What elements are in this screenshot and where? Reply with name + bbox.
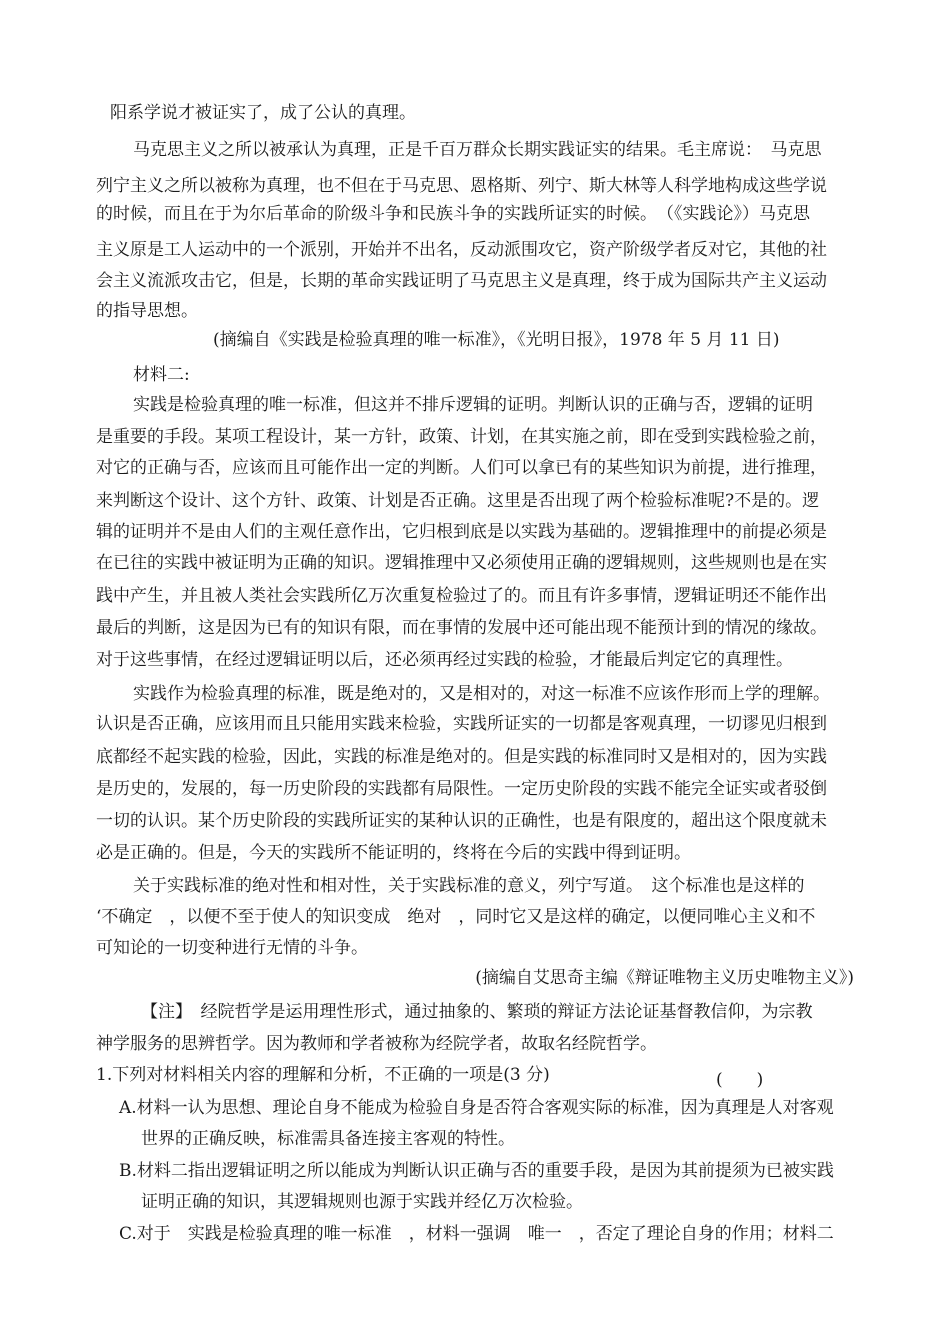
text-line: 是重要的手段。某项工程设计，某一方针，政策、计划，在其实施之前，即在受到实践检验之前， — [96, 427, 827, 447]
text-line: 最后的判断，这是因为已有的知识有限，而在事情的发展中还可能出现不能预计到的情况的缘故。 — [96, 618, 827, 638]
section-heading: 材料二: — [133, 365, 190, 385]
text-line: 实践是检验真理的唯一标准，但这并不排斥逻辑的证明。判断认识的正确与否，逻辑的证明 — [133, 395, 813, 415]
text-line: 认识是否正确，应该用而且只能用实践来检验，实践所证实的一切都是客观真理，一切谬见归根到 — [96, 714, 827, 734]
answer-bracket: ( ) — [716, 1070, 764, 1090]
text-line: 阳系学说才被证实了，成了公认的真理。 — [110, 103, 416, 123]
citation: (摘编自艾思奇主编《辩证唯物主义历史唯物主义》) — [475, 968, 854, 988]
text-line: 一切的认识。某个历史阶段的实践所证实的某种认识的正确性，也是有限度的，超出这个限度就未 — [96, 811, 827, 831]
text-line: 辑的证明并不是由人们的主观任意作出，它归根到底是以实践为基础的。逻辑推理中的前提必须是 — [96, 522, 827, 542]
text-line: 的指导思想。 — [96, 301, 198, 321]
text-line: 践中产生，并且被人类社会实践所亿万次重复检验过了的。而且有许多事情，逻辑证明还不能作出 — [96, 586, 827, 606]
option-b: B.材料二指出逻辑证明之所以能成为判断认识正确与否的重要手段，是因为其前提须为已被实践 — [119, 1161, 834, 1181]
note-line: 神学服务的思辨哲学。因为教师和学者被称为经院学者，故取名经院哲学。 — [96, 1034, 657, 1054]
text-line: 必是正确的。但是，今天的实践所不能证明的，终将在今后的实践中得到证明。 — [96, 843, 691, 863]
text-line: 主义原是工人运动中的一个派别，开始并不出名，反动派围攻它，资产阶级学者反对它，其他的社 — [96, 240, 827, 260]
text-line: 对于这些事情，在经过逻辑证明以后，还必须再经过实践的检验，才能最后判定它的真理性。 — [96, 650, 793, 670]
option-a: A.材料一认为思想、理论自身不能成为检验自身是否符合客观实际的标准，因为真理是人对客观 — [119, 1098, 834, 1118]
option-c: C.对于 实践是检验真理的唯一标准 ，材料一强调 唯一 ，否定了理论自身的作用；材料二 — [119, 1224, 834, 1244]
option-b-continued: 证明正确的知识，其逻辑规则也源于实践并经亿万次检验。 — [141, 1192, 583, 1212]
option-a-continued: 世界的正确反映，标准需具备连接主客观的特性。 — [141, 1129, 515, 1149]
text-line: 关于实践标准的绝对性和相对性，关于实践标准的意义，列宁写道。 这个标准也是这样的 — [133, 876, 805, 896]
text-line: 是历史的，发展的，每一历史阶段的实践都有局限性。一定历史阶段的实践不能完全证实或者驳倒 — [96, 779, 827, 799]
text-line: 实践作为检验真理的标准，既是绝对的，又是相对的，对这一标准不应该作形而上学的理解。 — [133, 684, 830, 704]
text-line: 的时候，而且在于为尔后革命的阶级斗争和民族斗争的实践所证实的时候。 （《实践论》）马克思 — [96, 204, 810, 224]
text-line: 马克思主义之所以被承认为真理，正是千百万群众长期实践证实的结果。毛主席说： 马克思 — [133, 140, 822, 160]
note-line: 【注】 经院哲学是运用理性形式，通过抽象的、繁琐的辩证方法论证基督教信仰，为宗教 — [141, 1002, 813, 1022]
text-line: 来判断这个设计、这个方针、政策、计划是否正确。这里是否出现了两个检验标准呢?不是的。逻 — [96, 491, 820, 511]
text-line: 列宁主义之所以被称为真理，也不但在于马克思、恩格斯、列宁、斯大林等人科学地构成这些学说 — [96, 176, 827, 196]
text-line: 底都经不起实践的检验，因此，实践的标准是绝对的。但是实践的标准同时又是相对的，因为实践 — [96, 747, 827, 767]
text-line: ‘不确定 ，以便不至于使人的知识变成 绝对 ，同时它又是这样的确定，以便同唯心主义和不 — [96, 907, 816, 927]
question-stem: 1.下列对材料相关内容的理解和分析，不正确的一项是(3 分) — [96, 1065, 550, 1085]
text-line: 可知论的一切变种进行无情的斗争。 — [96, 938, 368, 958]
text-line: 在已往的实践中被证明为正确的知识。逻辑推理中又必须使用正确的逻辑规则，这些规则也是在实 — [96, 553, 827, 573]
text-line: 会主义流派攻击它，但是，长期的革命实践证明了马克思主义是真理，终于成为国际共产主义运动 — [96, 271, 827, 291]
citation: (摘编自《实践是检验真理的唯一标准》，《光明日报》，1978 年 5 月 11 日) — [213, 330, 780, 350]
text-line: 对它的正确与否，应该而且可能作出一定的判断。人们可以拿已有的某些知识为前提，进行推理， — [96, 458, 827, 478]
